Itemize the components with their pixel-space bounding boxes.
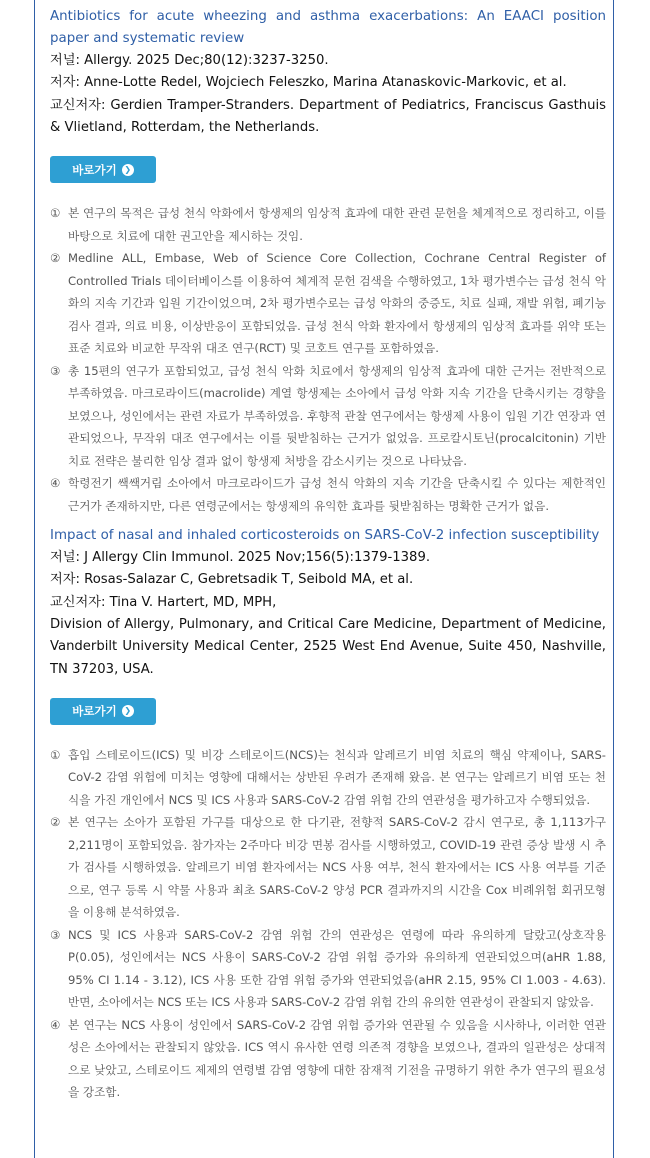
article-1	[50, 6, 606, 517]
summary-point	[50, 360, 606, 473]
summary-point	[50, 924, 606, 1014]
authors-label: 저자:	[50, 572, 85, 588]
point-text: Medline ALL, Embase, Web of Science Core Collection, Cochrane Central Register of Controlled Trials 데이터베이스를 이용하여 체계적 문헌 검색을 수행하였고, 1차 평가변수는 급성 천식 악화의 지속 기간과 입원 기간이었으며, 2차 평가변수로는 급성 악화의 중증도, 치료 실패, 재발 위험, 폐기능 검사 결과, 의료 비용, 이상반응이 포함되었음. 급성 천식 악화 환자에서 항생제의 임상적 효과를 위약 또는 표준 치료와 비교한 무작위 대조 연구(RCT) 및 코호트 연구를 포함하였음.	[68, 251, 606, 356]
go-to-article-label: 바로가기	[72, 704, 117, 719]
authors-line	[50, 569, 606, 591]
arrow-right-circle-icon: ❯	[122, 705, 134, 717]
corresponding-author-value: Gerdien Tramper-Stranders. Department of Pediatrics, Franciscus Gasthuis & Vlietland, Rotterdam, the Netherlands.	[50, 97, 606, 135]
arrow-right-circle-icon: ❯	[122, 164, 134, 176]
corresponding-author-line	[50, 95, 606, 140]
summary-point	[50, 247, 606, 360]
journal-line	[50, 547, 606, 569]
point-number: ②	[50, 815, 61, 830]
journal-value: Allergy. 2025 Dec;80(12):3237-3250.	[84, 53, 329, 68]
journal-label: 저널:	[50, 53, 85, 68]
corresponding-author-line	[50, 592, 606, 614]
authors-value: Rosas-Salazar C, Gebretsadik T, Seibold MA, et al.	[84, 572, 414, 588]
summary-point	[50, 472, 606, 517]
journal-label: 저널:	[50, 550, 85, 566]
point-text: 본 연구는 소아가 포함된 가구를 대상으로 한 다기관, 전향적 SARS-CoV-2 감시 연구로, 총 1,113가구 2,211명이 포함되었음. 참가자는 2주마다 비강 면봉 검사를 시행하였고, COVID-19 관련 증상 발생 시 추가 검사를 시행하였음. 알레르기 비염 환자에서는 NCS 사용 여부, 천식 환자에서는 ICS 사용 여부를 기준으로, 연구 등록 시 약물 사용과 최초 SARS-CoV-2 양성 PCR 결과까지의 시간을 Cox 비례위험 회귀모형을 이용해 분석하였음.	[68, 815, 606, 920]
point-number: ③	[50, 927, 61, 942]
go-to-article-button[interactable]	[50, 156, 156, 183]
go-to-article-label: 바로가기	[72, 162, 117, 177]
point-number: ③	[50, 363, 61, 378]
corresponding-author-value: Tina V. Hartert, MD, MPH,	[109, 594, 277, 610]
authors-line	[50, 72, 606, 94]
point-number: ②	[50, 251, 61, 266]
summary-points	[50, 744, 606, 1104]
point-text: NCS 및 ICS 사용과 SARS-CoV-2 감염 위험 간의 연관성은 연령에 따라 유의하게 달랐고(상호작용 P(0.05), 성인에서는 NCS 사용이 SARS-CoV-2 감염 위험 증가와 유의하게 연관되었으며(aHR 1.88, 95% CI 1.14 - 3.12), ICS 사용 또한 감염 위험 증가와 연관되었음(aHR 2.15, 95% CI 1.003 - 4.63). 반면, 소아에서는 NCS 또는 ICS 사용과 SARS-CoV-2 감염 위험 간의 유의한 연관성이 관찰되지 않았음.	[68, 927, 606, 1010]
journal-line	[50, 50, 606, 72]
article-title-link[interactable]: Antibiotics for acute wheezing and asthma exacerbations: An EAACI position paper and systematic review	[50, 9, 606, 46]
summary-point	[50, 1014, 606, 1104]
go-to-article-button[interactable]	[50, 698, 156, 725]
article-2	[50, 525, 606, 1104]
summary-points	[50, 202, 606, 517]
point-number: ①	[50, 206, 61, 221]
summary-point	[50, 811, 606, 924]
point-text: 학령전기 쌕쌕거림 소아에서 마크로라이드가 급성 천식 악화의 지속 기간을 단축시킬 수 있다는 제한적인 근거가 존재하지만, 다른 연령군에서는 항생제의 유익한 효과를 뒷받침하는 명확한 근거가 없음.	[68, 476, 606, 513]
authors-value: Anne-Lotte Redel, Wojciech Feleszko, Marina Atanaskovic-Markovic, et al.	[84, 75, 567, 91]
summary-point	[50, 202, 606, 247]
newsletter-content	[50, 6, 606, 1104]
point-text: 본 연구의 목적은 급성 천식 악화에서 항생제의 임상적 효과에 대한 관련 문헌을 체계적으로 정리하고, 이를 바탕으로 치료에 대한 권고안을 제시하는 것임.	[68, 206, 606, 243]
point-text: 흡입 스테로이드(ICS) 및 비강 스테로이드(NCS)는 천식과 알레르기 비염 치료의 핵심 약제이나, SARS-CoV-2 감염 위험에 미치는 영향에 대해서는 상반된 우려가 존재해 왔음. 본 연구는 알레르기 비염 또는 천식을 가진 개인에서 NCS 및 ICS 사용과 SARS-CoV-2 감염 위험 간의 연관성을 평가하고자 수행되었음.	[68, 747, 606, 807]
point-number: ④	[50, 476, 61, 491]
point-text: 본 연구는 NCS 사용이 성인에서 SARS-CoV-2 감염 위험 증가와 연관될 수 있음을 시사하나, 이러한 연관성은 소아에서는 관찰되지 않았음. ICS 역시 유사한 연령 의존적 경향을 보였으나, 결과의 일관성은 상대적으로 낮았고, 스테로이드 제제의 연령별 감염 영향에 대한 잠재적 기전을 규명하기 위한 추가 연구의 필요성을 강조함.	[68, 1017, 606, 1100]
corresponding-author-label: 교신저자:	[50, 97, 111, 113]
corresponding-author-affiliation: Division of Allergy, Pulmonary, and Critical Care Medicine, Department of Medicine, Vanderbilt University Medical Center, 2525 West End Avenue, Suite 450, Nashville, TN 37203, USA.	[50, 617, 606, 677]
corresponding-author-label: 교신저자:	[50, 594, 110, 610]
summary-point	[50, 744, 606, 812]
journal-value: J Allergy Clin Immunol. 2025 Nov;156(5):1379-1389.	[84, 550, 431, 566]
point-number: ④	[50, 1017, 61, 1032]
point-text: 총 15편의 연구가 포함되었고, 급성 천식 악화 치료에서 항생제의 임상적 효과에 대한 근거는 전반적으로 부족하였음. 마크로라이드(macrolide) 계열 항생제는 소아에서 급성 악화 지속 기간을 단축시키는 경향을 보였으나, 성인에서는 관련 자료가 부족하였음. 후향적 관찰 연구에서는 항생제 사용이 입원 기간 연장과 연관되었으나, 무작위 대조 연구에서는 이를 뒷받침하는 근거가 없었음. 프로칼시토닌(procalcitonin) 기반 치료 전략은 불리한 임상 결과 없이 항생제 처방을 감소시키는 것으로 나타났음.	[68, 363, 606, 468]
article-title-link[interactable]: Impact of nasal and inhaled corticosteroids on SARS-CoV-2 infection susceptibility	[50, 528, 600, 544]
authors-label: 저자:	[50, 75, 85, 91]
point-number: ①	[50, 747, 61, 762]
